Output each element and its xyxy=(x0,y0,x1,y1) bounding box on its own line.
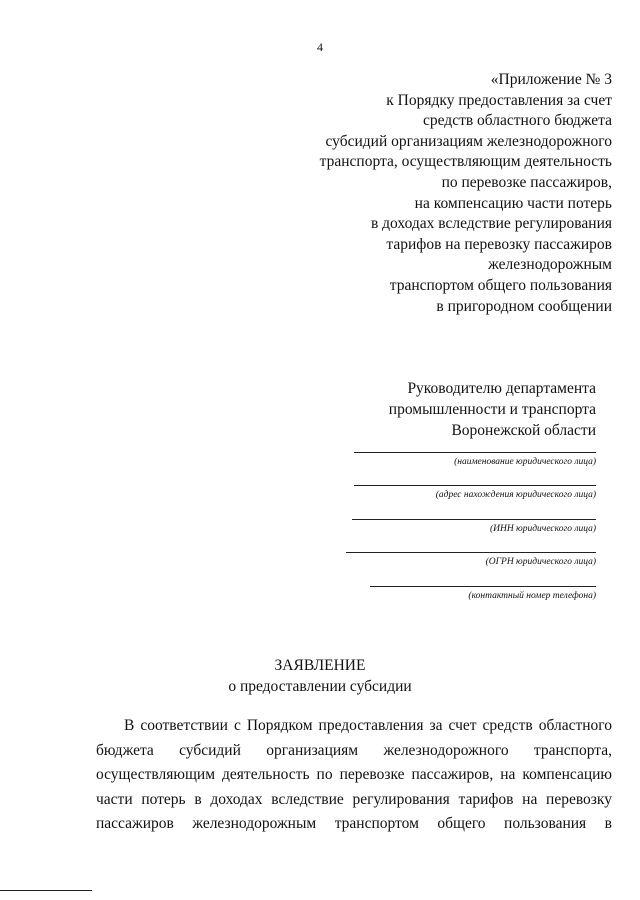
legal-entity-address-field[interactable] xyxy=(354,485,596,500)
appendix-line: железнодорожным xyxy=(488,256,612,274)
fill-in-line[interactable] xyxy=(346,552,596,553)
fill-in-line[interactable] xyxy=(354,485,596,486)
appendix-line: «Приложение № 3 xyxy=(490,71,612,88)
title-subtitle: о предоставлении субсидии xyxy=(228,678,412,695)
body-line: части потерь в доходах вследствие регулирования тарифов на перевозку xyxy=(96,790,612,808)
addressee-line: промышленности и транспорта xyxy=(388,401,596,418)
body-line: В соответствии с Порядком предоставления за счет средств областного xyxy=(124,717,612,734)
appendix-line: в пригородном сообщении xyxy=(436,297,612,315)
field-caption: (адрес нахождения юридического лица) xyxy=(435,490,596,500)
addressee-line: Руководителю департамента xyxy=(407,380,596,397)
body-line: пассажиров железнодорожным транспортом общего пользования в xyxy=(96,815,612,832)
legal-entity-name-field[interactable] xyxy=(354,452,596,467)
body-line: бюджета субсидий организациям железнодорожного транспорта, xyxy=(96,741,612,759)
field-caption: (контактный номер телефона) xyxy=(468,591,596,601)
page-number: 4 xyxy=(317,40,323,54)
appendix-line: транспортом общего пользования xyxy=(389,276,612,294)
field-caption: (наименование юридического лица) xyxy=(454,457,596,467)
appendix-header xyxy=(252,70,612,317)
appendix-line: к Порядку предоставления за счет xyxy=(386,91,612,109)
addressee-line: Воронежской области xyxy=(451,422,596,439)
application-body xyxy=(96,714,612,837)
document-title xyxy=(0,655,640,697)
legal-entity-ogrn-field[interactable] xyxy=(346,552,596,567)
appendix-line: на компенсацию части потерь xyxy=(414,194,612,212)
footnote-divider xyxy=(0,890,92,891)
appendix-line: транспорта, осуществляющим деятельность xyxy=(319,153,612,171)
addressee-block xyxy=(276,378,596,441)
fill-in-line[interactable] xyxy=(352,519,596,520)
field-caption: (ИНН юридического лица) xyxy=(489,524,596,534)
appendix-line: тарифов на перевозку пассажиров xyxy=(386,235,612,253)
fill-in-line[interactable] xyxy=(370,586,596,587)
appendix-line: средств областного бюджета xyxy=(423,112,612,130)
body-line: осуществляющим деятельность по перевозке пассажиров, на компенсацию xyxy=(96,766,612,783)
appendix-line: в доходах вследствие регулирования xyxy=(370,215,612,233)
title-main: ЗАЯВЛЕНИЕ xyxy=(274,657,366,674)
appendix-line: субсидий организациям железнодорожного xyxy=(325,132,612,150)
contact-phone-field[interactable] xyxy=(370,586,596,601)
appendix-line: по перевозке пассажиров, xyxy=(441,173,612,191)
fill-in-line[interactable] xyxy=(354,452,596,453)
legal-entity-inn-field[interactable] xyxy=(352,519,596,534)
field-caption: (ОГРН юридического лица) xyxy=(485,557,596,567)
